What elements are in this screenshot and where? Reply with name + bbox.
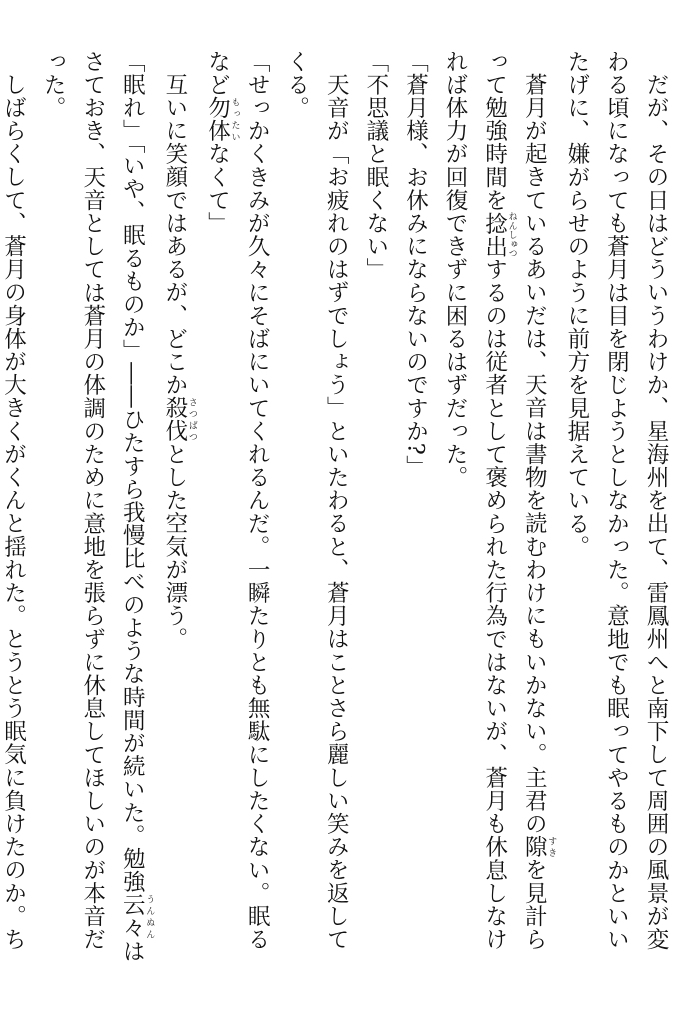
text-run: だが、その日はどういうわけか、星海州を出て、雷鳳州へと南下して周囲の風景が変わる頃になっても蒼月は目を閉じようとしなかった。意地でも眠ってやるものかといいたげに、嫌がらせのように前方を見据えている。 bbox=[563, 50, 669, 951]
furigana-word bbox=[161, 395, 197, 443]
furigana-word bbox=[204, 119, 240, 143]
text-run: 「蒼月様、お休みにならないのですか?」 bbox=[402, 50, 429, 479]
narration-paragraph bbox=[556, 50, 675, 970]
furigana-reading: ねんしゅつ bbox=[506, 211, 517, 258]
furigana-reading: もっ bbox=[229, 96, 240, 120]
narration-paragraph bbox=[434, 50, 556, 970]
furigana-reading: うんぬん bbox=[144, 893, 155, 940]
ruby-base: 殺伐 bbox=[161, 395, 188, 443]
text-run: 「せっかくきみが久々にそばにいてくれるんだ。一瞬たりとも無駄にしたくない。眠るなど bbox=[204, 50, 271, 951]
dialogue-line bbox=[33, 50, 155, 970]
furigana-word bbox=[119, 893, 155, 940]
furigana-reading: たい bbox=[229, 119, 240, 143]
dialogue-line bbox=[355, 50, 395, 970]
ruby-base: 体 bbox=[204, 119, 231, 143]
text-run: を見計らって勉強時間を bbox=[481, 50, 548, 951]
text-run: 「眠れ」「いや、眠るものか」――ひたすら我慢比べのような時間が続いた。勉強 bbox=[119, 50, 146, 894]
furigana-reading: すき bbox=[546, 834, 557, 858]
ruby-base: 隙 bbox=[521, 834, 548, 858]
narration-paragraph bbox=[0, 50, 33, 970]
vertical-text-body bbox=[0, 50, 675, 970]
furigana-word bbox=[481, 211, 517, 258]
text-run: はさておき、天音としては蒼月の体調のために意地を張らずに休息してほしいのが本音だった。 bbox=[40, 50, 146, 963]
text-run: なくて」 bbox=[204, 142, 231, 235]
text-run: しばらくして、蒼月の身体が大きくがくんと揺れた。とうとう眠気に負けたのか。ち bbox=[0, 72, 27, 951]
text-run: 蒼月が起きているあいだは、天音は書物を読むわけにもいかない。主君の bbox=[521, 72, 548, 835]
ruby-base: 勿 bbox=[204, 96, 231, 120]
text-run: 天音が「お疲れのはずでしょう」といたわると、蒼月はことさら麗しい笑みを返してくる。 bbox=[283, 50, 350, 951]
furigana-reading: さつばつ bbox=[186, 395, 197, 443]
ruby-base: 云々 bbox=[119, 893, 146, 940]
dialogue-line bbox=[395, 50, 435, 970]
ruby-base: 捻出 bbox=[481, 211, 508, 258]
text-run: 互いに笑顔ではあるが、どこか bbox=[161, 72, 188, 396]
text-run: とした空気が漂う。 bbox=[161, 442, 188, 651]
furigana-word bbox=[521, 834, 557, 858]
text-run: するのは従者として褒められた行為ではないが、蒼月も休息しなければ体力が回復できずに困るはずだった。 bbox=[442, 50, 508, 951]
dialogue-line bbox=[197, 50, 276, 970]
narration-paragraph bbox=[154, 50, 197, 970]
furigana-word bbox=[204, 96, 240, 120]
text-run: 「不思議と眠くない」 bbox=[362, 50, 389, 281]
narration-paragraph bbox=[276, 50, 355, 970]
